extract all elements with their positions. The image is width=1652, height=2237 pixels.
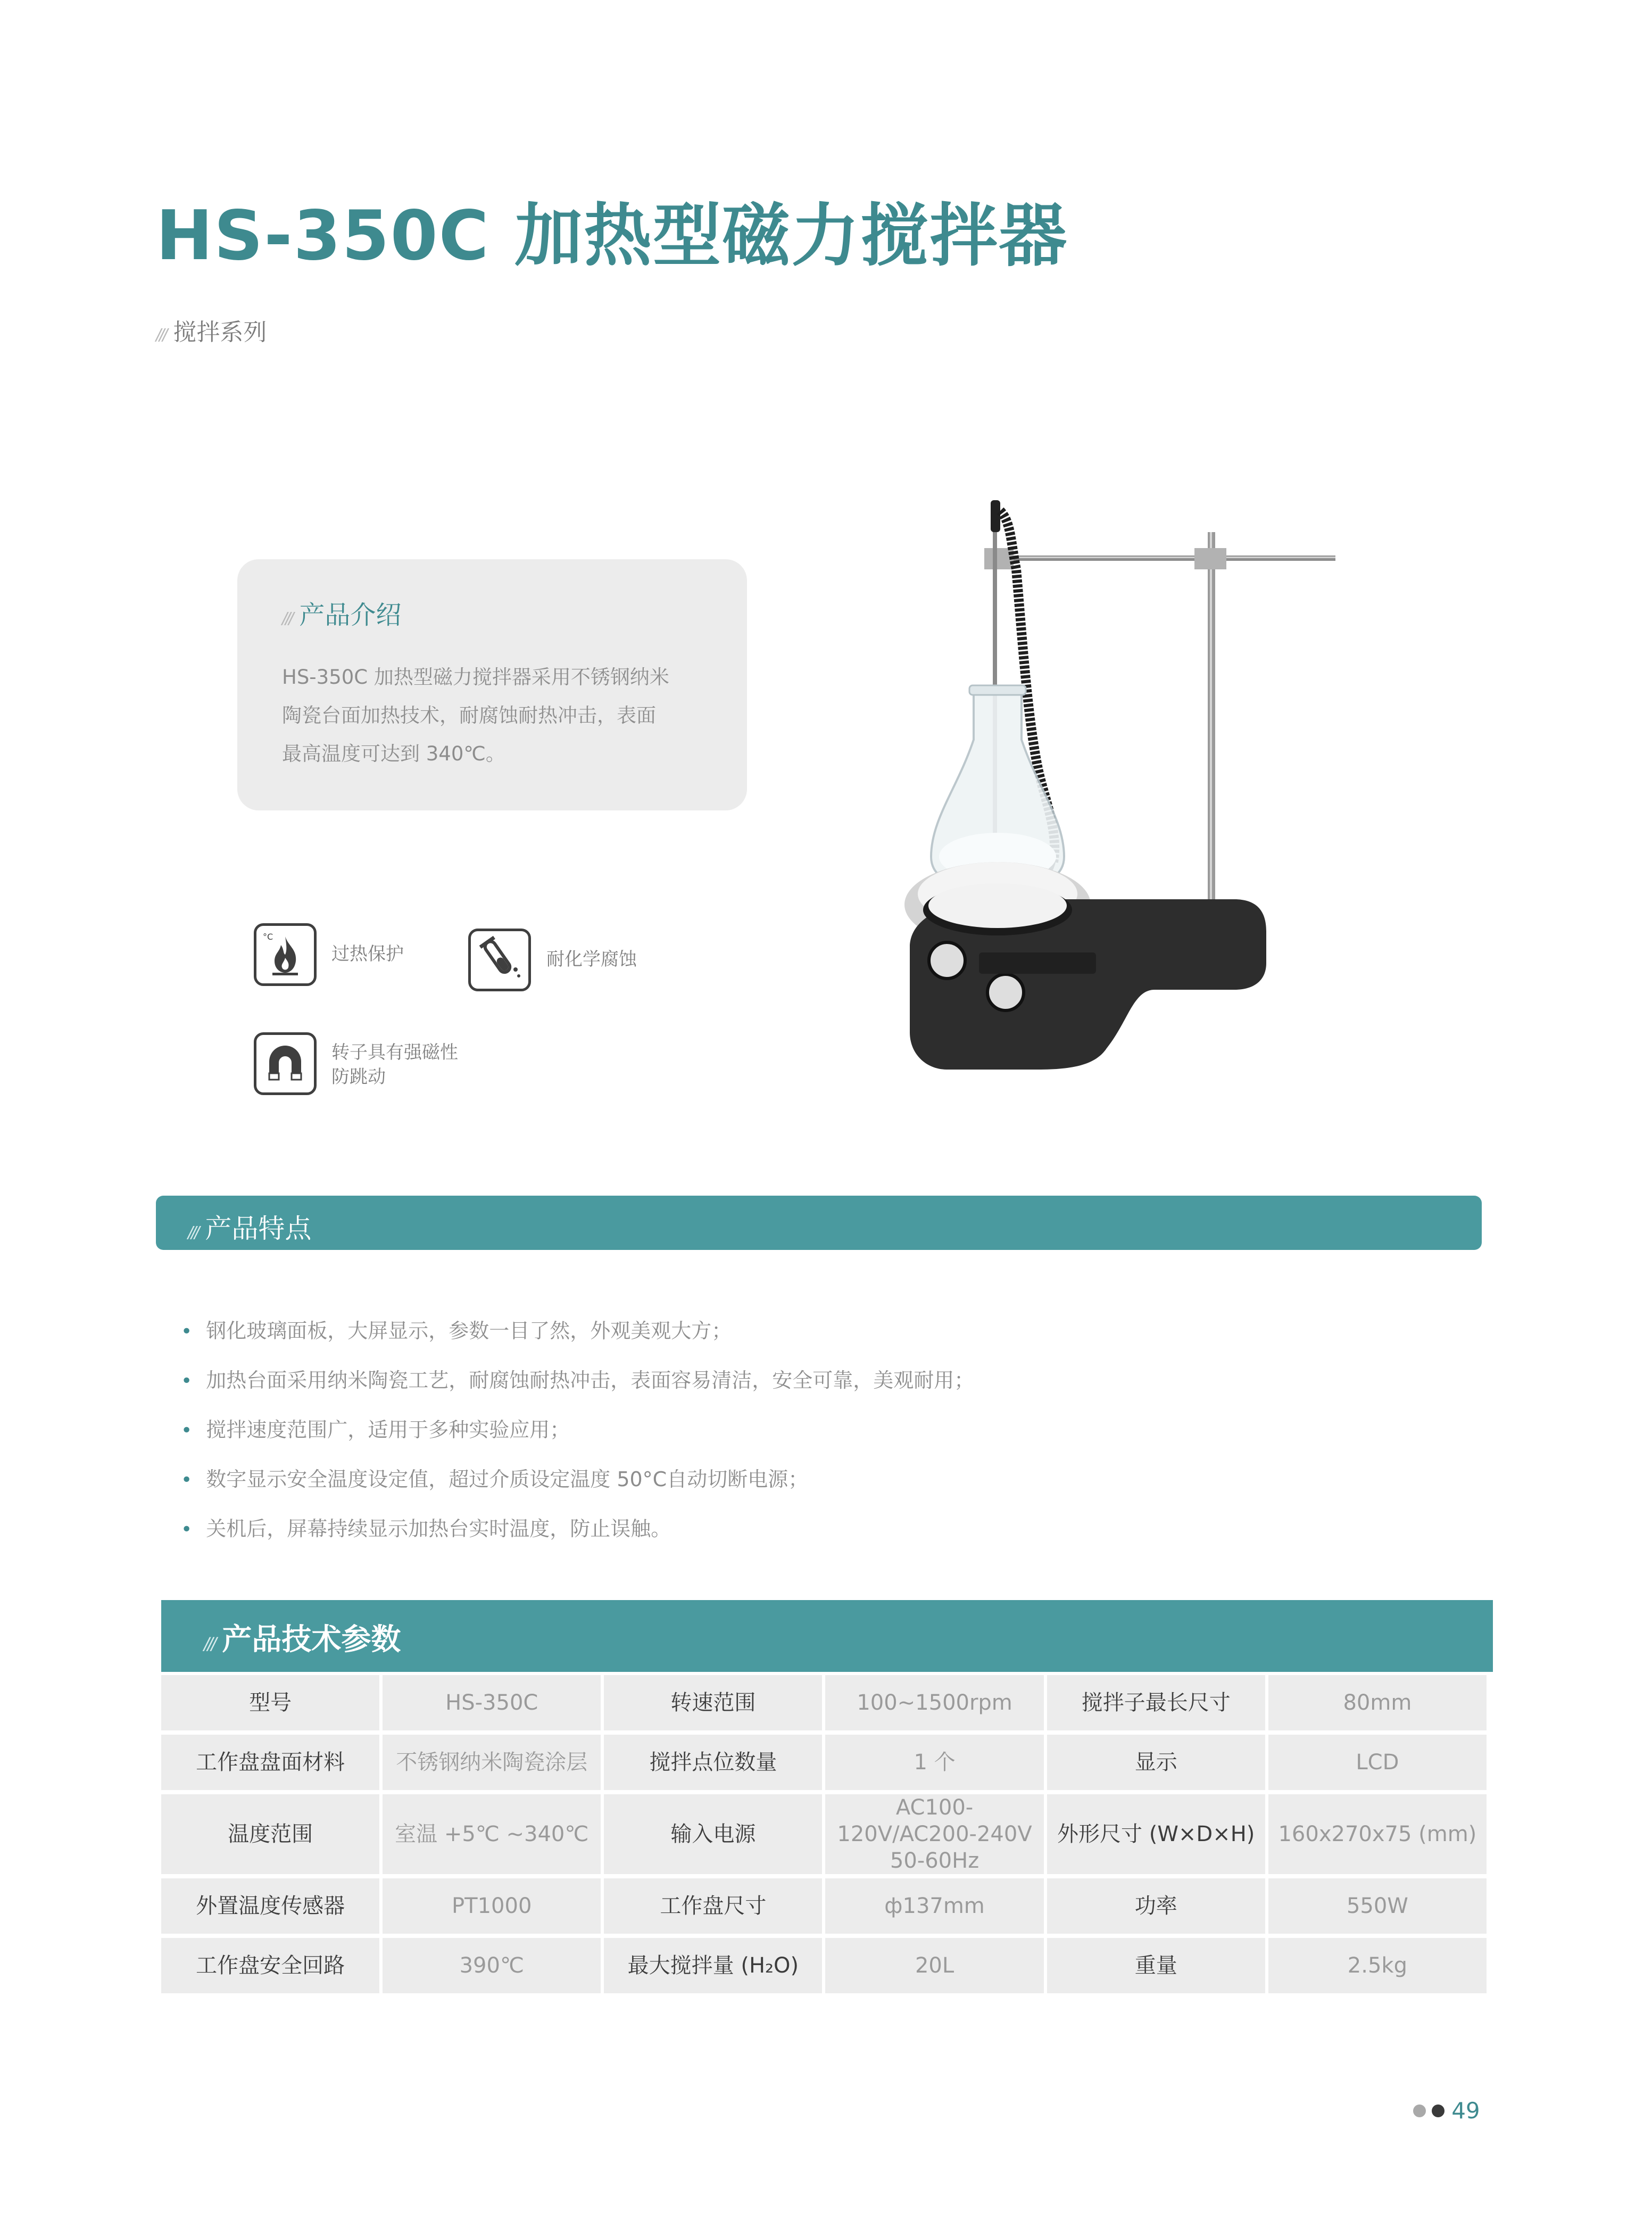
- features-banner: [156, 1196, 1482, 1250]
- spec-label: 转速范围: [604, 1675, 822, 1730]
- spec-label: 显示: [1047, 1735, 1265, 1790]
- intro-line: 陶瓷台面加热技术，耐腐蚀耐热冲击，表面: [282, 704, 656, 727]
- table-row: [161, 1878, 1487, 1934]
- spec-label: 型号: [161, 1675, 379, 1730]
- spec-label: 搅拌子最长尺寸: [1047, 1675, 1265, 1730]
- feature-text: 数字显示安全温度设定值，超过介质设定温度 50°C自动切断电源；: [206, 1468, 809, 1491]
- bullet-icon: •: [181, 1420, 193, 1441]
- table-row: [161, 1938, 1487, 1993]
- test-tube-icon: [468, 929, 531, 991]
- bullet-icon: •: [181, 1469, 193, 1491]
- table-row: [161, 1675, 1487, 1730]
- list-item: [181, 1306, 1458, 1356]
- feature-label-magnet-line1: 转子具有强磁性: [331, 1042, 458, 1063]
- list-item: [181, 1504, 1458, 1554]
- table-row: [161, 1735, 1487, 1790]
- series-label: [156, 313, 267, 347]
- bullet-icon: •: [181, 1321, 193, 1343]
- intro-line: 最高温度可达到 340℃。: [282, 742, 505, 765]
- spec-label: 温度范围: [161, 1794, 379, 1874]
- dot-icon: [1413, 2105, 1426, 2117]
- spec-value: AC100-120V/AC200-240V 50-60Hz: [825, 1794, 1043, 1874]
- intro-line: HS-350C 加热型磁力搅拌器采用不锈钢纳米: [282, 666, 669, 689]
- feature-label-magnet: [331, 1040, 458, 1089]
- spec-label: 输入电源: [604, 1794, 822, 1874]
- spec-value: 80mm: [1268, 1675, 1487, 1730]
- flame-icon-svg: [256, 926, 314, 983]
- spec-value: HS-350C: [383, 1675, 601, 1730]
- dot-icon: [1432, 2105, 1445, 2117]
- feature-text: 搅拌速度范围广，适用于多种实验应用；: [206, 1418, 570, 1441]
- spec-label: 最大搅拌量 (H₂O): [604, 1938, 822, 1993]
- bullet-icon: •: [181, 1370, 193, 1392]
- intro-text: [282, 658, 713, 773]
- intro-heading: [282, 594, 401, 631]
- page-number: 49: [1451, 2098, 1480, 2124]
- table-row: [161, 1794, 1487, 1874]
- feature-text: 钢化玻璃面板，大屏显示，参数一目了然，外观美观大方；: [206, 1319, 732, 1343]
- feature-label-magnet-line2: 防跳动: [331, 1066, 386, 1088]
- intro-heading-text: 产品介绍: [299, 600, 402, 630]
- spec-value: LCD: [1268, 1735, 1487, 1790]
- specs-heading-text: 产品技术参数: [222, 1622, 401, 1657]
- slash-decoration: ///: [188, 1223, 198, 1242]
- page-title: HS-350C 加热型磁力搅拌器: [156, 196, 1068, 276]
- spec-label: 工作盘安全回路: [161, 1938, 379, 1993]
- slash-decoration: ///: [282, 609, 292, 628]
- features-heading: [188, 1207, 311, 1246]
- spec-label: 功率: [1047, 1878, 1265, 1934]
- spec-label: 工作盘尺寸: [604, 1878, 822, 1934]
- feature-label-overheat: 过热保护: [331, 943, 404, 965]
- spec-value: PT1000: [383, 1878, 601, 1934]
- spec-label: 工作盘盘面材料: [161, 1735, 379, 1790]
- spec-value: 160x270x75 (mm): [1268, 1794, 1487, 1874]
- slash-decoration: ///: [156, 326, 166, 344]
- spec-value: 1 个: [825, 1735, 1043, 1790]
- feature-text: 加热台面采用纳米陶瓷工艺，耐腐蚀耐热冲击，表面容易清洁，安全可靠，美观耐用；: [206, 1369, 975, 1392]
- list-item: [181, 1405, 1458, 1455]
- specs-heading: [204, 1616, 401, 1659]
- list-item: [181, 1455, 1458, 1504]
- spec-value: 20L: [825, 1938, 1043, 1993]
- spec-value: ф137mm: [825, 1878, 1043, 1934]
- series-text: 搅拌系列: [173, 319, 267, 346]
- magnet-icon: [254, 1032, 317, 1095]
- spec-value: 2.5kg: [1268, 1938, 1487, 1993]
- spec-value: 室温 +5℃ ~340℃: [383, 1794, 601, 1874]
- spec-value: 550W: [1268, 1878, 1487, 1934]
- flame-icon: [254, 923, 317, 986]
- test-tube-icon-svg: [471, 931, 528, 989]
- spec-table: [158, 1671, 1490, 1998]
- list-item: [181, 1356, 1458, 1405]
- bullet-icon: •: [181, 1519, 193, 1540]
- magnet-icon-svg: [256, 1035, 314, 1092]
- specs-banner: [161, 1600, 1493, 1672]
- intro-box: [237, 559, 747, 810]
- spec-value: 390℃: [383, 1938, 601, 1993]
- celsius-badge: °C: [263, 932, 273, 942]
- spec-label: 重量: [1047, 1938, 1265, 1993]
- features-heading-text: 产品特点: [205, 1213, 312, 1244]
- spec-value: 100~1500rpm: [825, 1675, 1043, 1730]
- spec-label: 外置温度传感器: [161, 1878, 379, 1934]
- spec-label: 外形尺寸 (W×D×H): [1047, 1794, 1265, 1874]
- slash-decoration: ///: [204, 1634, 215, 1654]
- spec-label: 搅拌点位数量: [604, 1735, 822, 1790]
- feature-text: 关机后，屏幕持续显示加热台实时温度，防止误触。: [206, 1517, 671, 1540]
- product-photo: [904, 490, 1394, 1080]
- feature-label-chemical: 耐化学腐蚀: [546, 949, 637, 970]
- page-footer: [1413, 2098, 1480, 2124]
- features-list: [181, 1306, 1458, 1554]
- spec-value: 不锈钢纳米陶瓷涂层: [383, 1735, 601, 1790]
